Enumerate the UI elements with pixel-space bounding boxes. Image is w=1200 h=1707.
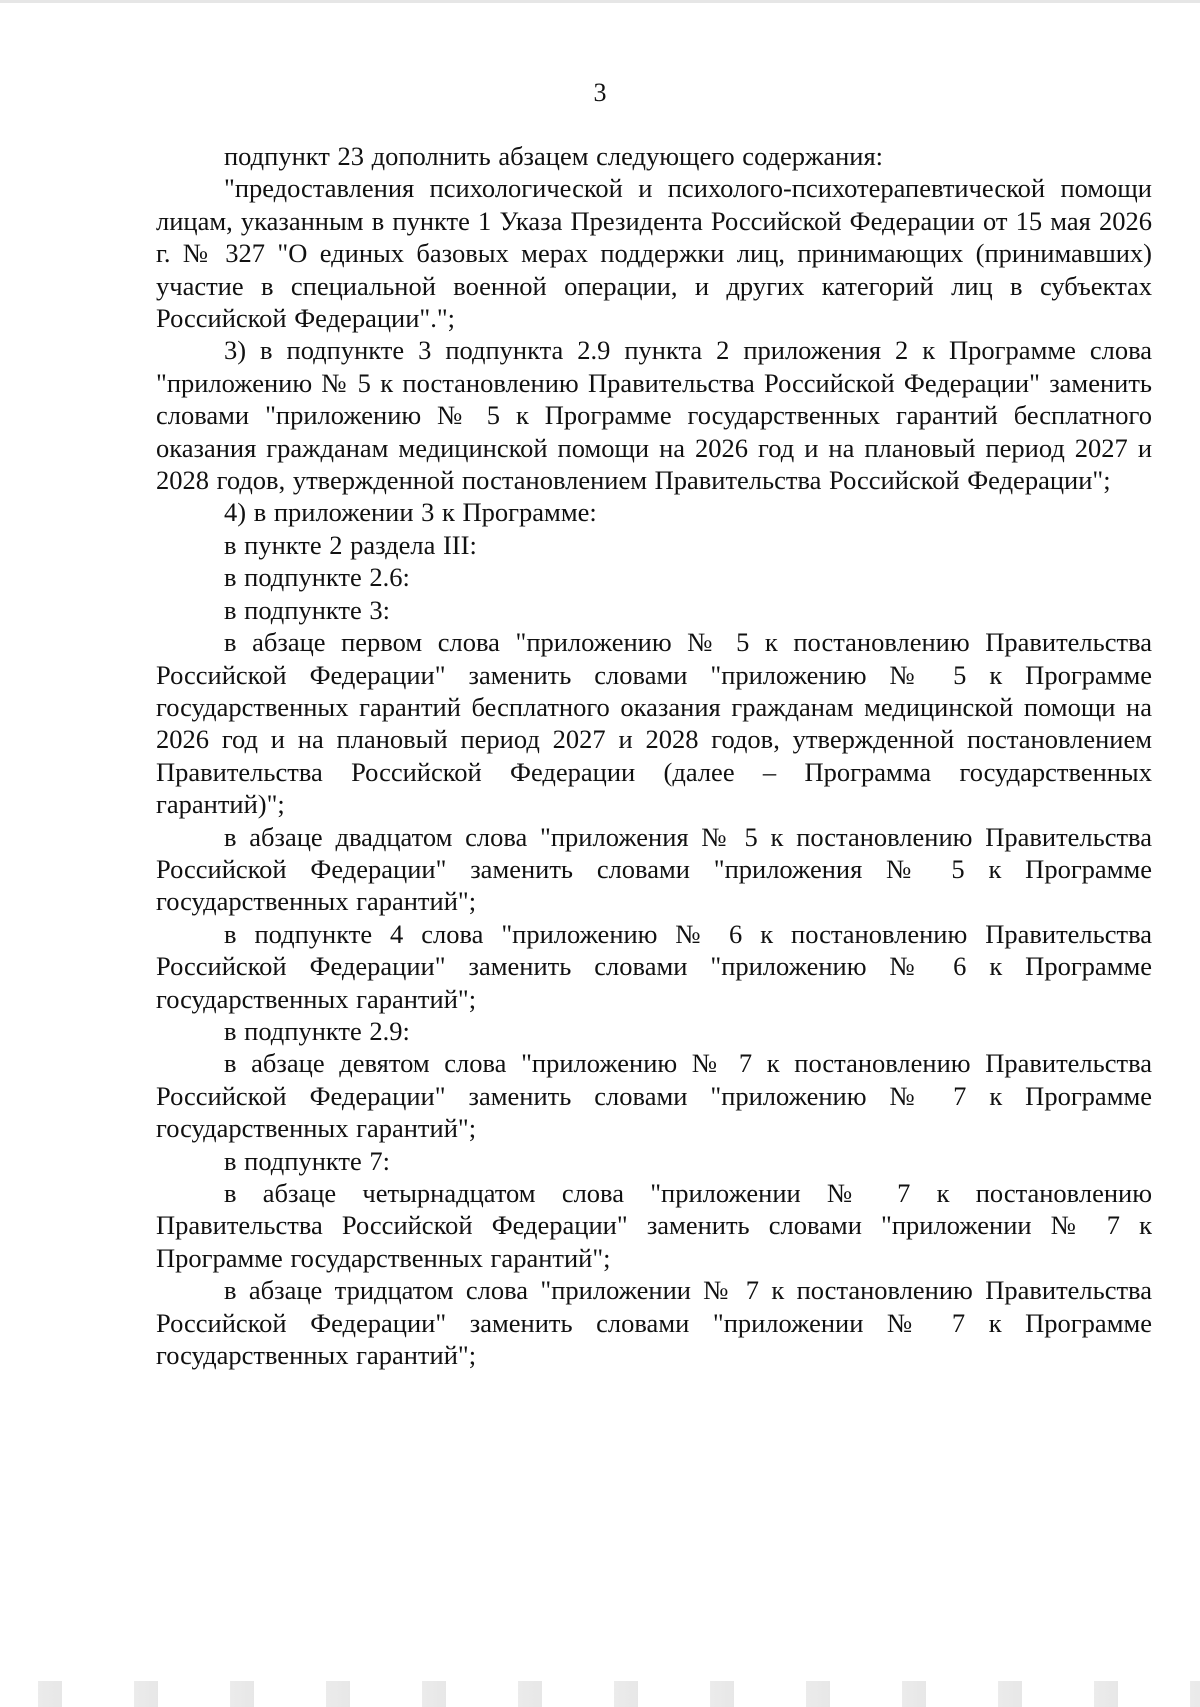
paragraph: подпункт 23 дополнить абзацем следующего содержания: xyxy=(224,141,884,171)
paragraph: в подпункте 2.9: xyxy=(224,1015,410,1046)
paragraph: "предоставления психологической и психолого-психотерапевтической помощи лицам, указанным в пункте 1 Указа Президента Российской Федерации от 15 мая 2026 г. № 327 "О единых базовых мерах поддержки лиц, принимающих (принимавших) участие в специальной военной операции, и других категорий лиц в субъектах Российской Федерации"."; xyxy=(156,173,1152,334)
page-number: 3 xyxy=(593,78,607,107)
paragraph: в абзаце первом слова "приложению № 5 к постановлению Правительства Российской Федерации" заменить словами "приложению № 5 к Программе государственных гарантий бесплатного оказания гражданам медицинской помощи на 2026 год и на плановый период 2027 и 2028 годов, утвержденной постановлением Правительства Российской Федерации (далее – Программа государственных гарантий)"; xyxy=(156,627,1152,820)
paragraph: 4) в приложении 3 к Программе: xyxy=(224,497,597,528)
paragraph: в абзаце девятом слова "приложению № 7 к постановлению Правительства Российской Федерации" заменить словами "приложению № 7 к Программе государственных гарантий"; xyxy=(156,1048,1152,1144)
paragraph: в подпункте 2.6: xyxy=(224,562,410,593)
paragraph: в подпункте 3: xyxy=(224,594,391,625)
scan-bottom-edge xyxy=(0,1681,1200,1707)
paragraph: в абзаце четырнадцатом слова "приложении № 7 к постановлению Правительства Российской Федерации" заменить словами "приложении № 7 к Программе государственных гарантий"; xyxy=(156,1178,1152,1273)
paragraph: в подпункте 7: xyxy=(224,1145,391,1176)
paragraph: в абзаце двадцатом слова "приложения № 5 к постановлению Правительства Российской Федерации" заменить словами "приложения № 5 к Программе государственных гарантий"; xyxy=(156,821,1152,917)
paragraph: в абзаце тридцатом слова "приложении № 7 к постановлению Правительства Российской Федерации" заменить словами "приложении № 7 к Программе государственных гарантий"; xyxy=(156,1275,1152,1371)
paragraph: 3) в подпункте 3 подпункта 2.9 пункта 2 приложения 2 к Программе слова "приложению № 5 к постановлению Правительства Российской Федерации" заменить словами "приложению № 5 к Программе государственных гарантий бесплатного оказания гражданам медицинской помощи на 2026 год и на плановый период 2027 и 2028 годов, утвержденной постановлением Правительства Российской Федерации"; xyxy=(156,335,1152,496)
document-body xyxy=(156,140,1152,1371)
paragraph: в пункте 2 раздела III: xyxy=(224,529,477,560)
paragraph: в подпункте 4 слова "приложению № 6 к постановлению Правительства Российской Федерации" заменить словами "приложению № 6 к Программе государственных гарантий"; xyxy=(156,918,1152,1014)
scan-top-edge xyxy=(0,0,1200,3)
